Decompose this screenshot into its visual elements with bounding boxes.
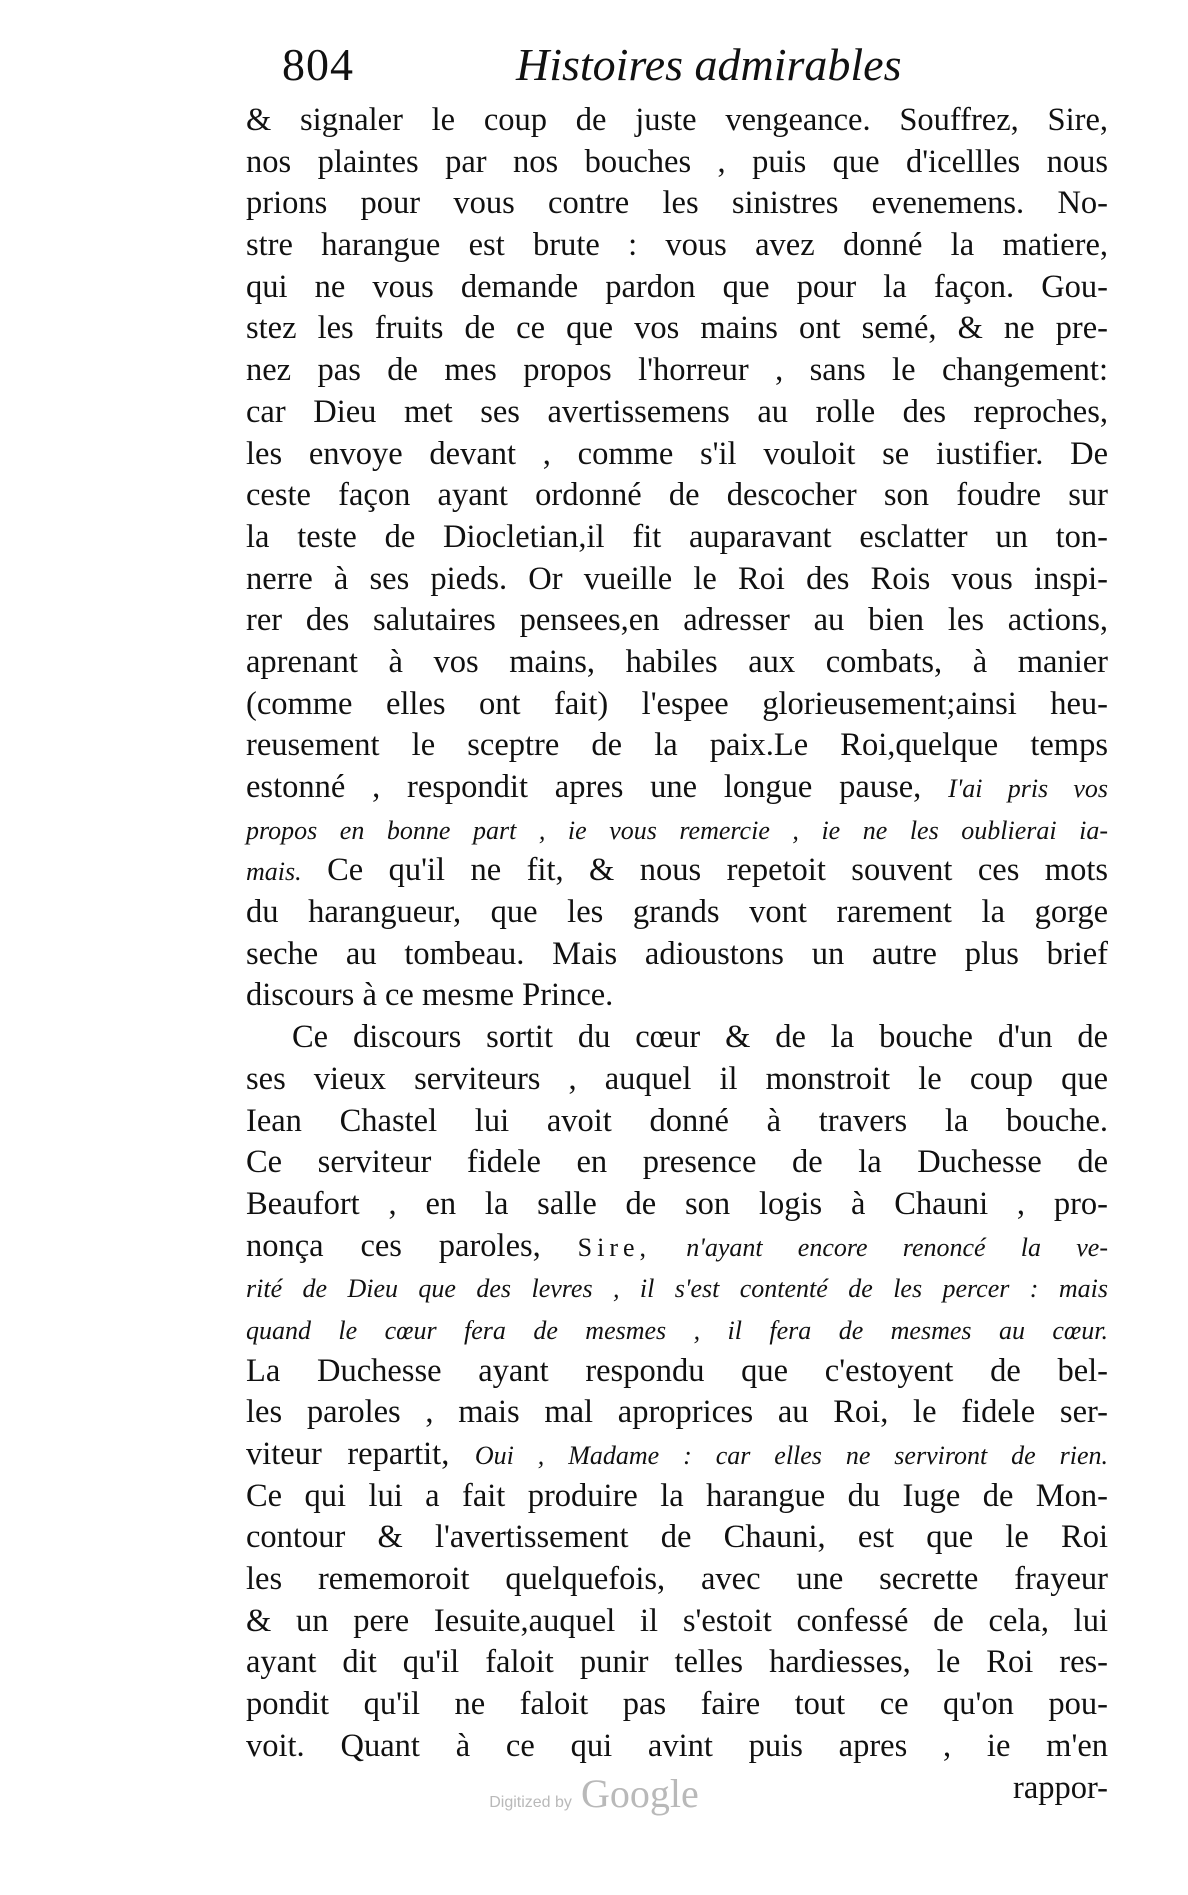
text-segment: contour & l'avertissement de Chauni, est que le Roi [246, 1519, 1108, 1556]
text-segment: nerre à ses pieds. Or vueille le Roi des Rois vous inspi- [246, 560, 1108, 597]
text-segment: stre harangue est brute : vous avez donné la matiere, [246, 227, 1108, 264]
text-segment: qui ne vous demande pardon que pour la façon. Gou- [246, 268, 1108, 305]
text-line [246, 1601, 1108, 1643]
text-line [246, 475, 1108, 517]
text-segment: (comme elles ont fait) l'espee glorieusement;ainsi heu- [246, 685, 1108, 722]
text-line [246, 1559, 1108, 1601]
text-line [246, 1059, 1108, 1101]
text-segment: & un pere Iesuite,auquel il s'estoit confessé de cela, lui [246, 1602, 1108, 1639]
text-segment: nos plaintes par nos bouches , puis que d'icellles nous [246, 143, 1108, 180]
text-segment: du harangueur, que les grands vont rarement la gorge [246, 894, 1108, 931]
text-line [246, 142, 1108, 184]
italic-text: quand le cœur fera de mesmes , il fera de mesmes au cœur. [246, 1315, 1108, 1345]
text-line [246, 1726, 1108, 1768]
italic-text: I'ai pris vos [948, 774, 1108, 803]
text-segment: la teste de Diocletian,il fit auparavant esclatter un ton- [246, 518, 1108, 555]
text-segment: aprenant à vos mains, habiles aux combats, à manier [246, 643, 1108, 680]
text-segment: les paroles , mais mal aproprices au Roi, le fidele ser- [246, 1394, 1108, 1431]
text-segment: pondit qu'il ne faloit pas faire tout ce qu'on pou- [246, 1686, 1108, 1723]
text-segment: Beaufort , en la salle de son logis à Chauni , pro- [246, 1185, 1108, 1222]
text-segment: ayant dit qu'il faloit punir telles hardiesses, le Roi res- [246, 1644, 1108, 1681]
text-line [246, 559, 1108, 601]
text-line [246, 850, 1108, 892]
running-title: Histoires admirables [516, 39, 902, 90]
watermark-prefix: Digitized by [489, 1794, 572, 1811]
text-segment: ceste façon ayant ordonné de descocher son foudre sur [246, 477, 1108, 514]
text-line [246, 600, 1108, 642]
text-line [246, 225, 1108, 267]
text-line [246, 684, 1108, 726]
text-line [246, 1351, 1108, 1393]
text-segment: reusement le sceptre de la paix.Le Roi,quelque temps [246, 727, 1108, 764]
text-line [246, 809, 1108, 851]
text-line [246, 350, 1108, 392]
text-segment: stez les fruits de ce que vos mains ont semé, & ne pre- [246, 310, 1108, 347]
text-segment: rer des salutaires pensees,en adresser au bien les actions, [246, 602, 1108, 639]
text-segment: les rememoroit quelquefois, avec une secrette frayeur [246, 1561, 1108, 1598]
text-line [246, 1434, 1108, 1476]
italic-text: rité de Dieu que des levres , il s'est contenté de les percer : mais [246, 1274, 1108, 1304]
text-line [246, 183, 1108, 225]
body-text [246, 100, 1108, 1809]
text-line [246, 267, 1108, 309]
text-line [246, 892, 1108, 934]
text-line [246, 1476, 1108, 1518]
text-line [246, 642, 1108, 684]
italic-text: Oui , Madame : car elles ne serviront de rien. [474, 1441, 1108, 1470]
text-line [246, 1142, 1108, 1184]
text-line [246, 1642, 1108, 1684]
italic-text: mais. [246, 857, 302, 887]
text-line [246, 725, 1108, 767]
text-segment: seche au tombeau. Mais adioustons un autre plus brief [246, 935, 1108, 972]
text-segment: ses vieux serviteurs , auquel il monstroit le coup que [246, 1060, 1108, 1097]
text-line [246, 392, 1108, 434]
watermark-brand: Google [581, 1771, 699, 1816]
text-line [246, 100, 1108, 142]
text-segment: viteur repartit, [246, 1436, 475, 1472]
text-line [246, 1392, 1108, 1434]
text-segment: & signaler le coup de juste vengeance. Souffrez, Sire, [246, 102, 1108, 138]
small-caps-text: Sire, [577, 1232, 652, 1262]
text-line [246, 767, 1108, 809]
text-segment: prions pour vous contre les sinistres evenemens. No- [246, 185, 1108, 222]
text-line [246, 1684, 1108, 1726]
text-line [246, 1309, 1108, 1351]
text-line [246, 1226, 1108, 1268]
text-line [246, 975, 1108, 1017]
text-segment: voit. Quant à ce qui avint puis apres , ie m'en [246, 1727, 1108, 1764]
text-segment: car Dieu met ses avertissemens au rolle des reproches, [246, 393, 1108, 430]
text-segment: estonné , respondit apres une longue pause, [246, 769, 949, 805]
text-segment: Ce serviteur fidele en presence de la Duchesse de [246, 1144, 1108, 1181]
italic-text: propos en bonne part , ie vous remercie , ie ne les oublierai ia- [246, 815, 1108, 845]
text-line [246, 934, 1108, 976]
text-line [246, 1517, 1108, 1559]
digitization-watermark [0, 1770, 1188, 1817]
text-segment: La Duchesse ayant respondu que c'estoyent de bel- [246, 1352, 1108, 1389]
text-segment: rappor- [1013, 1769, 1108, 1806]
text-line [246, 517, 1108, 559]
text-line [246, 1267, 1108, 1309]
page-header [270, 30, 1110, 100]
text-line [246, 1184, 1108, 1226]
text-segment: nez pas de mes propos l'horreur , sans le changement: [246, 352, 1108, 389]
text-segment: Ce qu'il ne fit, & nous repetoit souvent ces mots [301, 852, 1108, 889]
text-segment: Ce discours sortit du cœur & de la bouche d'un de [292, 1019, 1108, 1056]
text-line [246, 434, 1108, 476]
italic-text: n'ayant encore renoncé la ve- [651, 1232, 1108, 1262]
text-line [246, 1017, 1108, 1059]
page-number: 804 [282, 39, 354, 90]
text-segment: discours à ce mesme Prince. [246, 977, 614, 1014]
text-line [246, 308, 1108, 350]
text-line [246, 1101, 1108, 1143]
text-segment: Iean Chastel lui avoit donné à travers la bouche. [246, 1102, 1108, 1139]
text-segment: Ce qui lui a fait produire la harangue du Iuge de Mon- [246, 1477, 1108, 1514]
text-segment: nonça ces paroles, [246, 1227, 578, 1264]
text-segment: les envoye devant , comme s'il vouloit se iustifier. De [246, 435, 1108, 472]
